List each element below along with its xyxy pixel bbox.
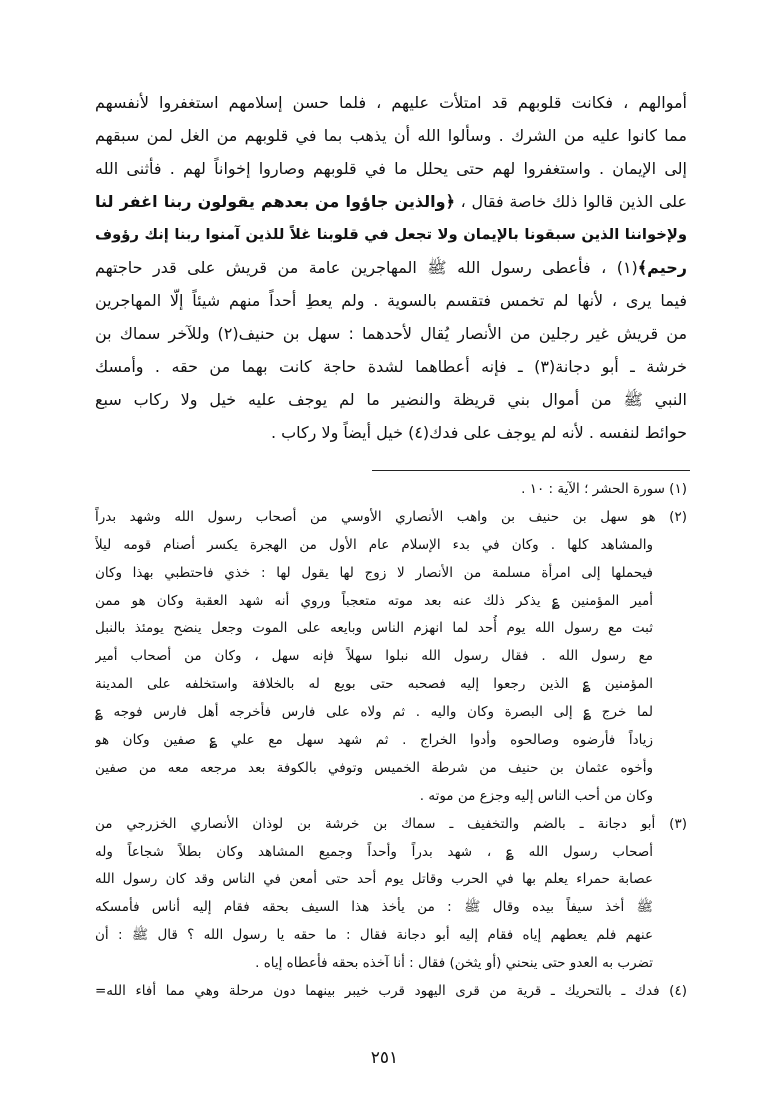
- line-text: أموالهم ، فكانت قلوبهم قد امتلأت عليهم ، فلما حسن إسلامهم استغفروا لأنفسهم: [95, 93, 687, 112]
- text-line: [95, 251, 687, 284]
- page-number: ٢٥١: [370, 1048, 399, 1068]
- line-text: النبي ﷺ من أموال بني قريظة والنضير ما لم يوجف عليه خيل ولا ركاب سبع: [95, 390, 687, 409]
- text-line: [95, 218, 687, 251]
- line-text: على الذين قالوا ذلك خاصة فقال ،: [455, 192, 687, 211]
- text-line: [95, 350, 687, 383]
- footnote-line: (٤) فدك ـ بالتحريك ـ قرية من قرى اليهود قرب خيبر بينهما دون مرحلة وهي مما أفاء الله=: [95, 983, 687, 1000]
- line-text: خرشة ـ أبو دجانة(٣) ـ فإنه أعطاهما لشدة حاجة كانت بهما من حقه . وأمسك: [95, 357, 687, 376]
- text-line: [95, 86, 687, 119]
- footnote-line: لما خرج ؏ إلى البصرة وكان واليه . ثم ولاه على فارس فأخرجه أهل فارس فوجه ؏: [95, 704, 653, 721]
- text-line: [95, 416, 687, 449]
- footnote-separator: [372, 470, 690, 471]
- line-text: مما كانوا عليه من الشرك . وسألوا الله أن يذهب بما في قلوبهم من الغل لمن سبقهم: [95, 126, 687, 145]
- footnote-line: زياداً فأرضوه وصالحوه وأدوا الخراج . ثم شهد سهل مع علي ؏ صفين وكان هو: [95, 732, 653, 749]
- line-text: (١) ، فأعطى رسول الله ﷺ المهاجرين عامة من قريش على قدر حاجتهم: [95, 258, 638, 277]
- footnote-line: عنهم فلم يعطهم إياه فقام إليه أبو دجانة فقال : ما حقه يا رسول الله ؟ قال ﷺ : أن: [95, 927, 653, 944]
- footnote-line: (١) سورة الحشر ؛ الآية : ١٠ .: [521, 481, 687, 497]
- footnote-line: مع رسول الله . فقال رسول الله نبلوا سهلاً فإنه سهل ، وكان من أصحاب أمير: [95, 648, 653, 665]
- text-line: [95, 383, 687, 416]
- main-text: [95, 86, 687, 449]
- footnote-line: فيحملها إلى امرأة مسلمة من الأنصار لا زوج لها يقول لها : خذي فاحتطبي بهذا وكان: [95, 564, 653, 581]
- footnote-line: وكان من أحب الناس إليه وجزع من موته .: [419, 787, 653, 804]
- quran-verse-text: ﴿والذين جاؤوا من بعدهم يقولون ربنا اغفر لنا: [95, 192, 455, 211]
- quran-verse-text: رحيم﴾: [637, 258, 687, 277]
- footnote-line: أصحاب رسول الله ؏ ، شهد بدراً وأحداً وجميع المشاهد وكان بطلاً شجاعاً وله: [95, 843, 653, 860]
- footnote-line: تضرب به العدو حتى ينحني (أو يثخن) فقال : أنا آخذه بحقه فأعطاه إياه .: [255, 955, 653, 972]
- quran-verse-text: ولإخواننا الذين سبقونا بالإيمان ولا تجعل في قلوبنا غلاً للذين آمنوا ربنا إنك رؤوف: [95, 226, 687, 243]
- line-text: من قريش غير رجلين من الأنصار يُقال لأحدهما : سهل بن حنيف(٢) وللآخر سماك بن: [95, 324, 687, 343]
- line-text: فيما يرى ، لأنها لم تخمس فتقسم بالسوية . ولم يعطِ أحداً منهم شيئاً إلّا المهاجرين: [95, 291, 687, 310]
- footnote-line: (٣) أبو دجانة ـ بالضم والتخفيف ـ سماك بن خرشة بن لوذان الأنصاري الخزرجي من: [95, 815, 687, 832]
- footnote-line: (٢) هو سهل بن حنيف بن واهب الأنصاري الأوسي من أصحاب رسول الله وشهد بدراً: [95, 508, 687, 525]
- line-text: إلى الإيمان . واستغفروا لهم حتى يحلل ما في قلوبهم وصاروا إخواناً لهم . فأثنى الله: [95, 159, 687, 178]
- text-line: [95, 119, 687, 152]
- line-text: حوائط لنفسه . لأنه لم يوجف على فدك(٤) خيل أيضاً ولا ركاب .: [270, 423, 687, 442]
- text-line: [95, 152, 687, 185]
- text-line: [95, 284, 687, 317]
- footnote-line: ثبت مع رسول الله يوم أُحد لما انهزم الناس وبايعه على الموت وجعل ينضح يومئذ بالنبل: [95, 620, 653, 637]
- footnote-line: ﷺ أخذ سيفاً بيده وقال ﷺ : من يأخذ هذا السيف بحقه فقام إليه أناس فأمسكه: [95, 899, 653, 916]
- footnote-line: وأخوه عثمان بن حنيف من شرطة الخميس وتوفي بالكوفة بعد مرجعه معه من صفين: [95, 759, 653, 776]
- footnote-line: والمشاهد كلها . وكان في بدء الإسلام عام الأول من الهجرة يكسر أصنام قومه ليلاً: [95, 536, 653, 553]
- footnote-line: أمير المؤمنين ؏ يذكر ذلك عنه بعد موته متعجباً وروي أنه شهد العقبة وكان هو ممن: [95, 592, 653, 609]
- footnote-line: عصابة حمراء يعلم بها في الحرب وقاتل يوم أحد حتى أمعن في الناس وقد كان رسول الله: [95, 871, 653, 888]
- footnotes: [95, 476, 687, 1006]
- footnote-line: المؤمنين ؏ الذين رجعوا إليه فصحبه حتى بويع له بالخلافة واستخلفه على المدينة: [95, 676, 653, 693]
- text-line: [95, 185, 687, 218]
- text-line: [95, 317, 687, 350]
